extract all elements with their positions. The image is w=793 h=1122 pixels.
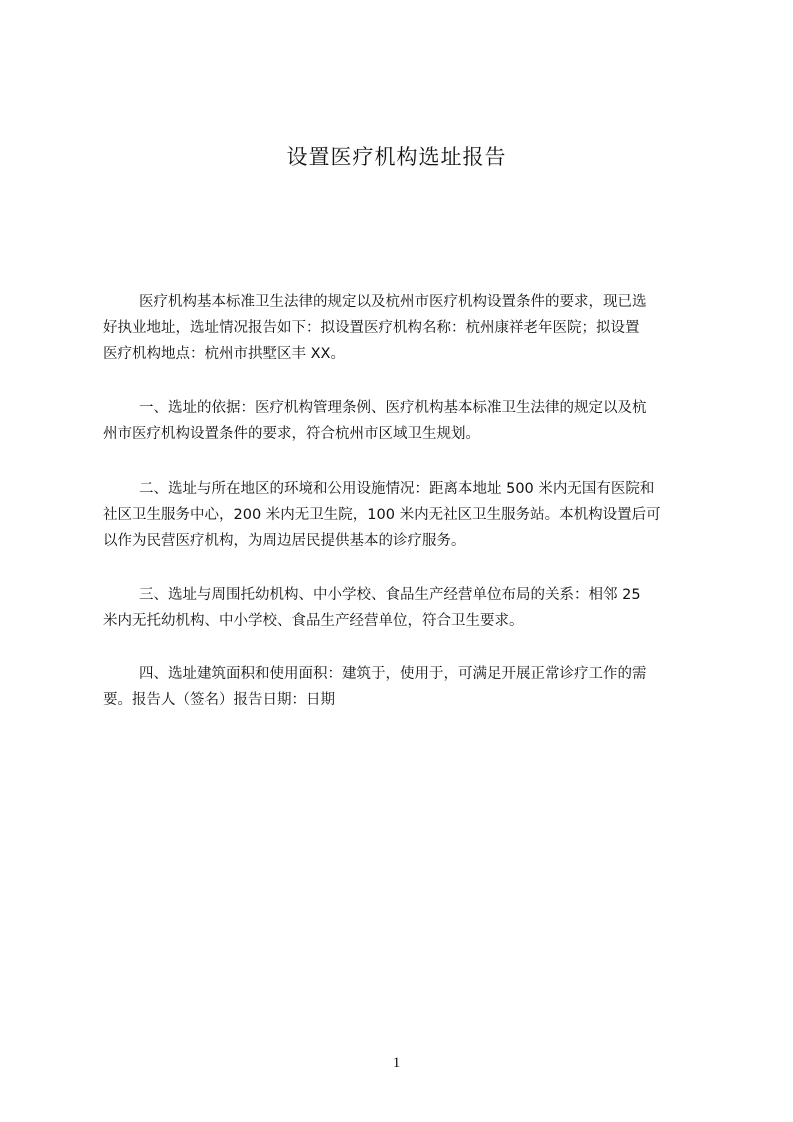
paragraph-section-2 [103, 476, 703, 554]
paragraph-line: 医疗机构基本标准卫生法律的规定以及杭州市医疗机构设置条件的要求，现已选 [139, 294, 647, 310]
paragraph-section-3 [103, 582, 703, 634]
paragraph-line: 社区卫生服务中心，200 米内无卫生院，100 米内无社区卫生服务站。本机构设置后可 [103, 507, 661, 523]
page-number: 1 [392, 1055, 401, 1071]
paragraph-line: 二、选址与所在地区的环境和公用设施情况：距离本地址 500 米内无国有医院和 [139, 481, 655, 497]
paragraph-line: 好执业地址，选址情况报告如下：拟设置医疗机构名称：杭州康祥老年医院；拟设置 [103, 320, 640, 336]
paragraph-section-1 [103, 395, 703, 447]
paragraph-line: 医疗机构地点：杭州市拱墅区丰 XX。 [103, 346, 345, 362]
paragraph-line: 四、选址建筑面积和使用面积：建筑于，使用于，可满足开展正常诊疗工作的需 [139, 666, 647, 682]
document-title: 设置医疗机构选址报告 [286, 145, 507, 169]
paragraph-section-4 [103, 661, 703, 713]
paragraph-line: 米内无托幼机构、中小学校、食品生产经营单位，符合卫生要求。 [103, 613, 524, 629]
paragraph-line: 要。报告人（签名）报告日期：日期 [103, 692, 335, 708]
paragraph-intro [103, 289, 703, 367]
paragraph-line: 以作为民营医疗机构，为周边居民提供基本的诊疗服务。 [103, 533, 466, 549]
paragraph-line: 一、选址的依据：医疗机构管理条例、医疗机构基本标准卫生法律的规定以及杭 [139, 400, 647, 416]
paragraph-line: 州市医疗机构设置条件的要求，符合杭州市区域卫生规划。 [103, 426, 480, 442]
paragraph-line: 三、选址与周围托幼机构、中小学校、食品生产经营单位布局的关系：相邻 25 [139, 587, 641, 603]
